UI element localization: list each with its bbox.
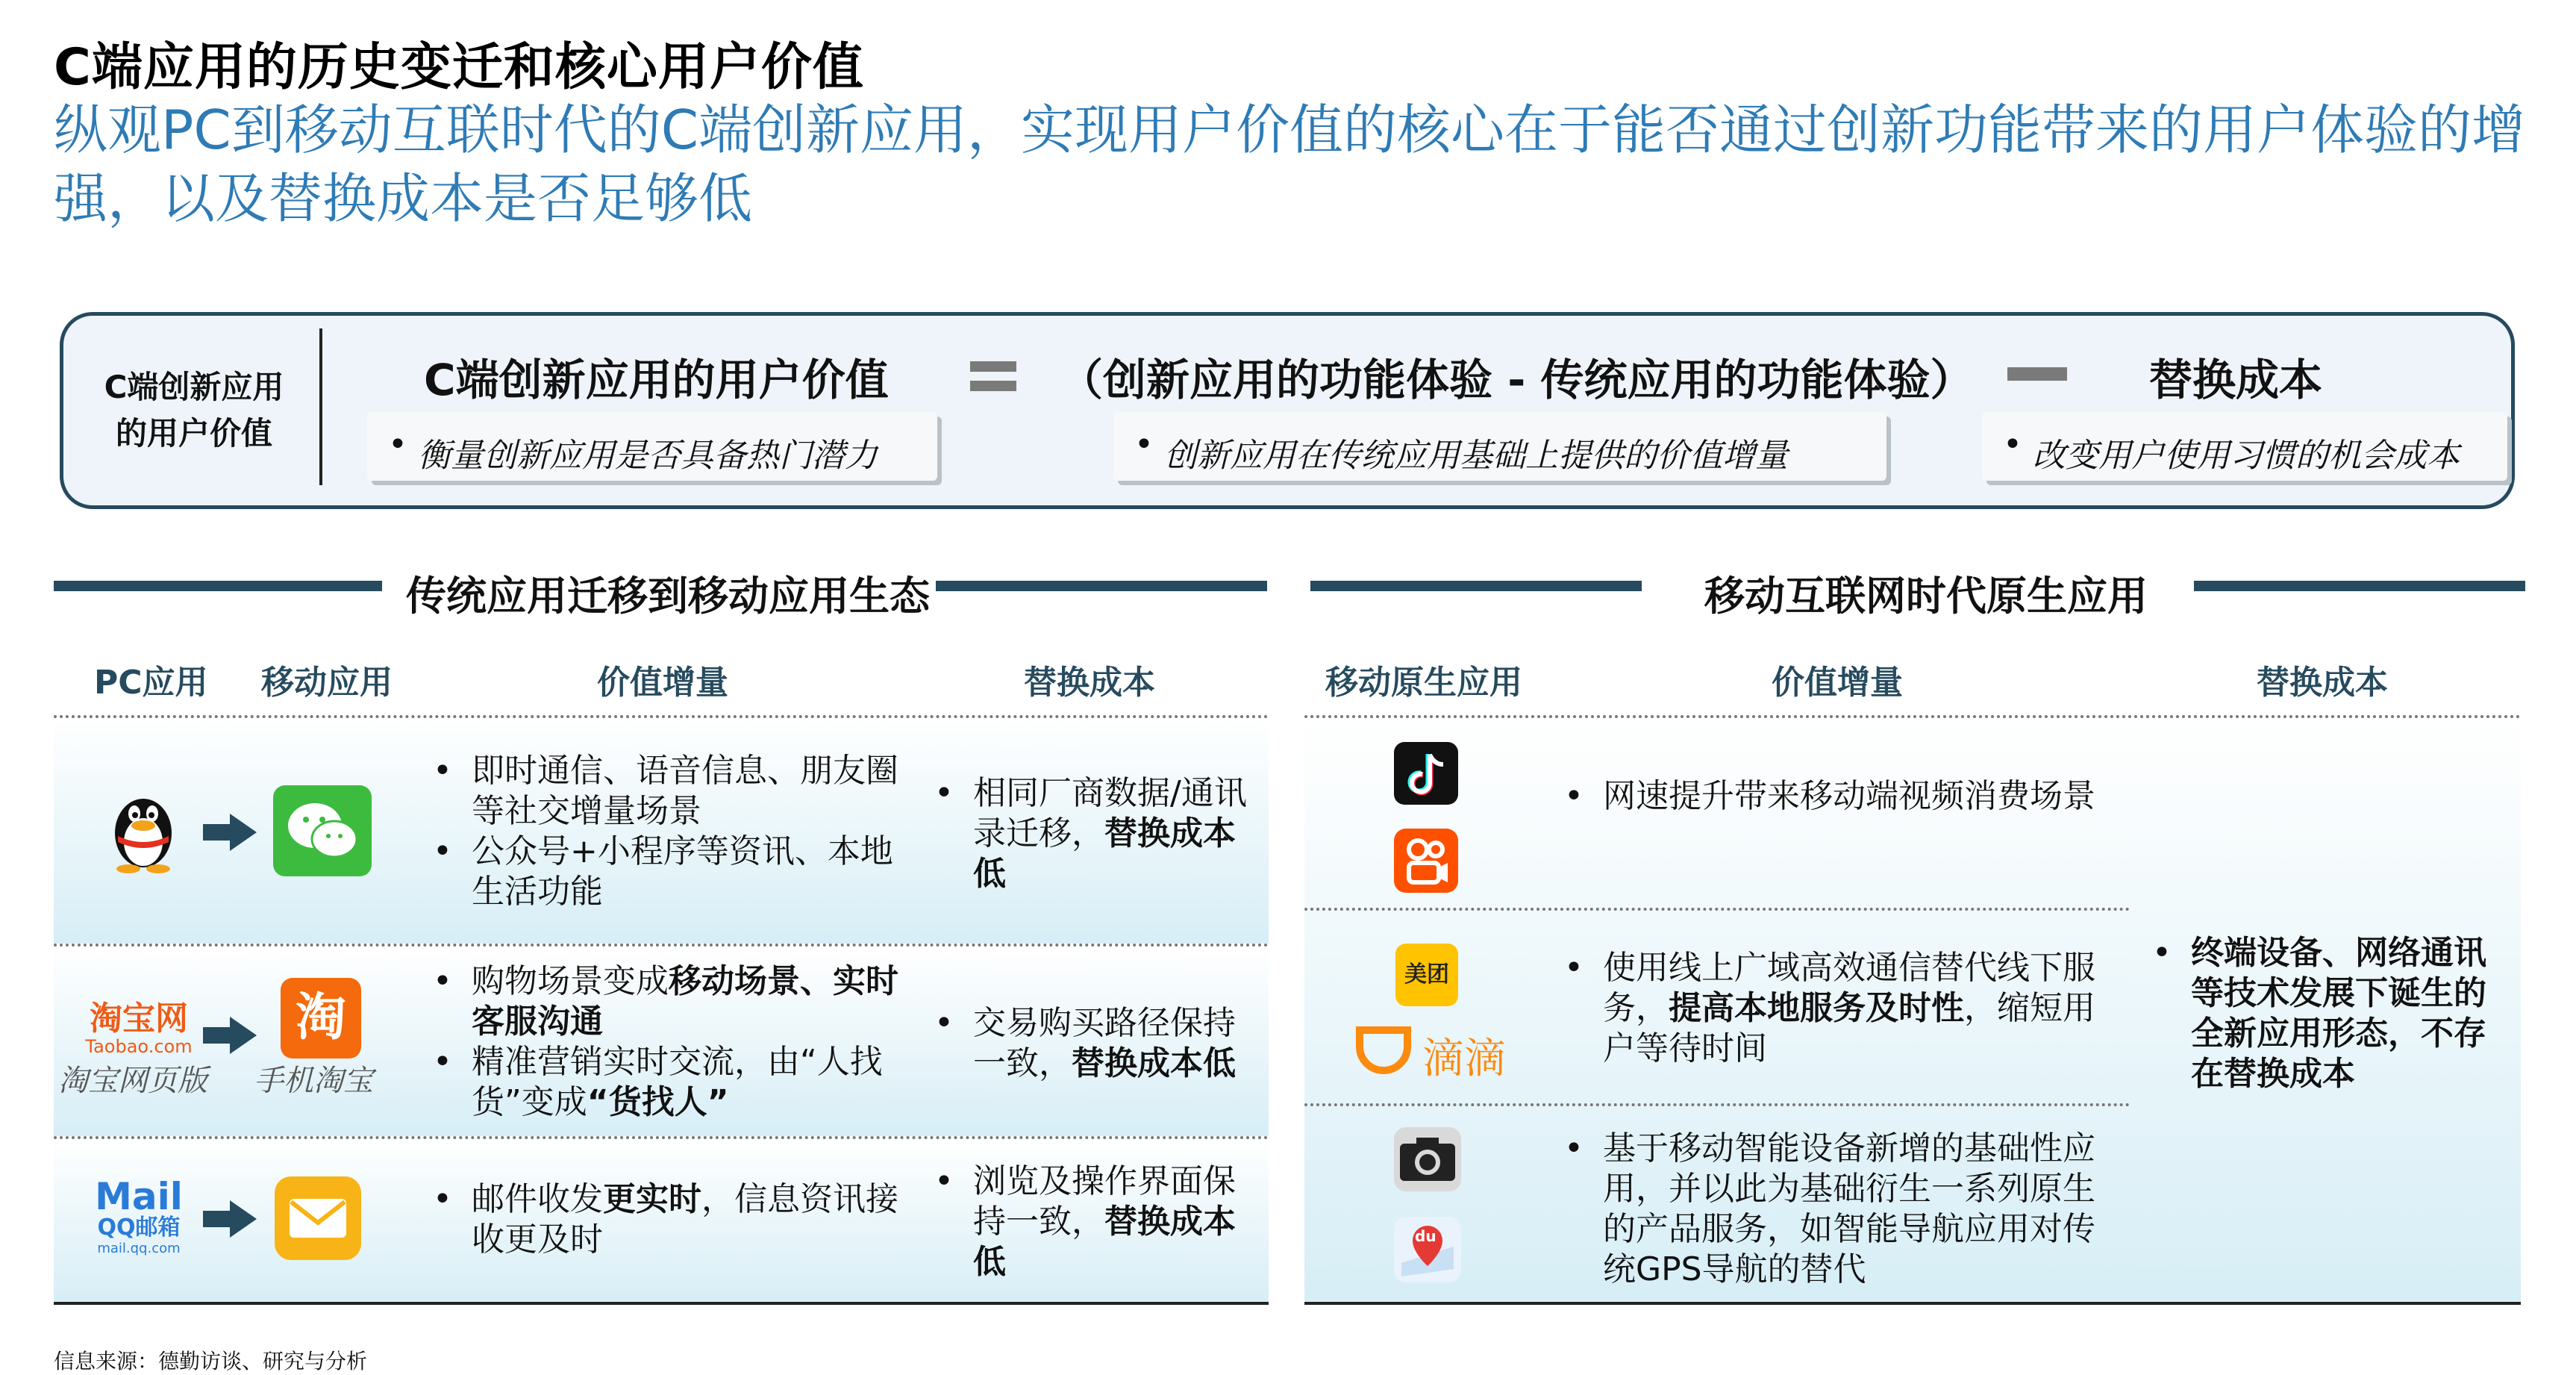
- formula-term-user-value: C端创新应用的用户价值: [424, 355, 889, 405]
- right-row-3-value-1: • 基于移动智能设备新增的基础性应用，并以此为基础衍生一系列原生的产品服务，如智能导航应用对传统GPS导航的替代: [1561, 1129, 2098, 1290]
- right-row-1-values: [1561, 776, 2098, 817]
- right-row-separator-2: [1304, 1103, 2130, 1106]
- camera-icon: [1394, 1127, 1461, 1191]
- qq-mail-logo: [88, 1175, 190, 1256]
- meituan-icon: 美团: [1395, 944, 1458, 1006]
- minus-sign: [2007, 367, 2067, 381]
- baidu-map-icon-text: du: [1415, 1227, 1437, 1245]
- left-section-bar-left: [54, 581, 382, 591]
- right-section-title: 移动互联网时代原生应用: [1704, 573, 2148, 620]
- left-section-bar-right: [936, 581, 1267, 591]
- formula-left-label-line1: C端创新应用: [104, 369, 284, 405]
- arrow-right-icon: [203, 814, 257, 851]
- left-section-title: 传统应用迁移到移动应用生态: [406, 573, 930, 620]
- equals-sign-bottom: [970, 381, 1016, 391]
- formula-note-2: • 创新应用在传统应用基础上提供的价值增量: [1113, 412, 1886, 481]
- left-row-2-cost-text: • 交易购买路径保持一致，替换成本低: [931, 1003, 1260, 1084]
- mail-app-icon: [275, 1176, 361, 1260]
- page-title: C端应用的历史变迁和核心用户价值: [54, 38, 864, 97]
- right-table-bottom: [1304, 1302, 2521, 1305]
- right-section-bar-left: [1310, 581, 1642, 591]
- right-section-bar-right: [2194, 581, 2525, 591]
- left-row-3-cost: [931, 1162, 1260, 1282]
- right-cost: [2149, 933, 2507, 1094]
- formula-note-3: • 改变用户使用习惯的机会成本: [1982, 412, 2507, 481]
- col-native-value: 价值增量: [1772, 664, 1903, 702]
- equals-sign-top: [970, 361, 1016, 372]
- douyin-icon: [1394, 742, 1458, 805]
- taobao-web-logo: [81, 991, 197, 1057]
- taobao-web-logo-sub: Taobao.com: [85, 1036, 193, 1057]
- arrow-right-icon: [203, 1200, 257, 1238]
- didi-logo-text: 滴滴: [1422, 1035, 1506, 1083]
- qq-mail-logo-domain: mail.qq.com: [97, 1241, 181, 1256]
- source-note: 信息来源：德勤访谈、研究与分析: [54, 1349, 368, 1374]
- col-pc-app: PC应用: [94, 664, 208, 702]
- right-row-2-values: [1561, 948, 2098, 1069]
- left-row-1-values: [430, 751, 907, 912]
- right-row-1-value-1: • 网速提升带来移动端视频消费场景: [1561, 776, 2098, 817]
- col-native-app: 移动原生应用: [1325, 664, 1522, 702]
- right-row-separator-1: [1304, 908, 2130, 911]
- left-row-2-values: [430, 961, 907, 1123]
- left-row-2-value-1: • 购物场景变成移动场景、实时客服沟通: [430, 961, 907, 1042]
- left-row-2-value-2: • 精准营销实时交流，由“人找货”变成“货找人”: [430, 1042, 907, 1123]
- left-row-2-cost: [931, 1003, 1260, 1084]
- formula-divider: [319, 328, 322, 485]
- left-row-1-cost: [931, 773, 1260, 894]
- taobao-web-logo-text: 淘宝网: [90, 1000, 188, 1038]
- taobao-mobile-icon: 淘: [281, 978, 361, 1058]
- page-subtitle: 纵观PC到移动互联时代的C端创新应用，实现用户价值的核心在于能否通过创新功能带来的用户体验的增强，以及替换成本是否足够低: [54, 99, 2525, 230]
- kuaishou-icon: [1394, 829, 1458, 893]
- didi-logo-icon: [1352, 1024, 1415, 1081]
- col-mobile-app: 移动应用: [261, 664, 393, 702]
- left-row-3-value-1: • 邮件收发更实时，信息资讯接收更及时: [430, 1179, 907, 1260]
- formula-note-1: • 衡量创新应用是否具备热门潜力: [367, 412, 937, 481]
- col-value-increment: 价值增量: [597, 664, 728, 702]
- formula-left-label: [90, 364, 298, 457]
- left-row-1-value-1: • 即时通信、语音信息、朋友圈等社交增量场景: [430, 751, 907, 832]
- right-row-2-value-1: • 使用线上广域高效通信替代线下服务，提高本地服务及时性，缩短用户等待时间: [1561, 948, 2098, 1069]
- formula-term-switching-cost: 替换成本: [2149, 355, 2323, 405]
- taobao-mobile-label: 手机淘宝: [254, 1064, 373, 1098]
- left-row-1-cost-text: • 相同厂商数据/通讯录迁移，替换成本低: [931, 773, 1260, 894]
- left-row-3-values: [430, 1179, 907, 1260]
- left-table-bottom: [54, 1302, 1269, 1305]
- formula-term-experience-diff: （创新应用的功能体验 - 传统应用的功能体验）: [1060, 355, 1974, 405]
- qq-penguin-icon: [107, 787, 179, 873]
- left-row-3-cost-text: • 浏览及操作界面保持一致，替换成本低: [931, 1162, 1260, 1282]
- qq-mail-logo-text: Mail: [95, 1175, 183, 1218]
- qq-mail-logo-sub: QQ邮箱: [97, 1215, 181, 1241]
- right-row-3-values: [1561, 1129, 2098, 1290]
- left-row-1-value-2: • 公众号+小程序等资讯、本地生活功能: [430, 832, 907, 912]
- col-switching-cost: 替换成本: [1024, 664, 1155, 702]
- right-cost-text: • 终端设备、网络通讯等技术发展下诞生的全新应用形态，不存在替换成本: [2149, 933, 2507, 1094]
- arrow-right-icon: [203, 1017, 257, 1054]
- formula-left-label-line2: 的用户价值: [115, 415, 272, 452]
- col-native-cost: 替换成本: [2257, 664, 2388, 702]
- wechat-icon: [273, 785, 372, 876]
- taobao-web-label: 淘宝网页版: [58, 1064, 207, 1098]
